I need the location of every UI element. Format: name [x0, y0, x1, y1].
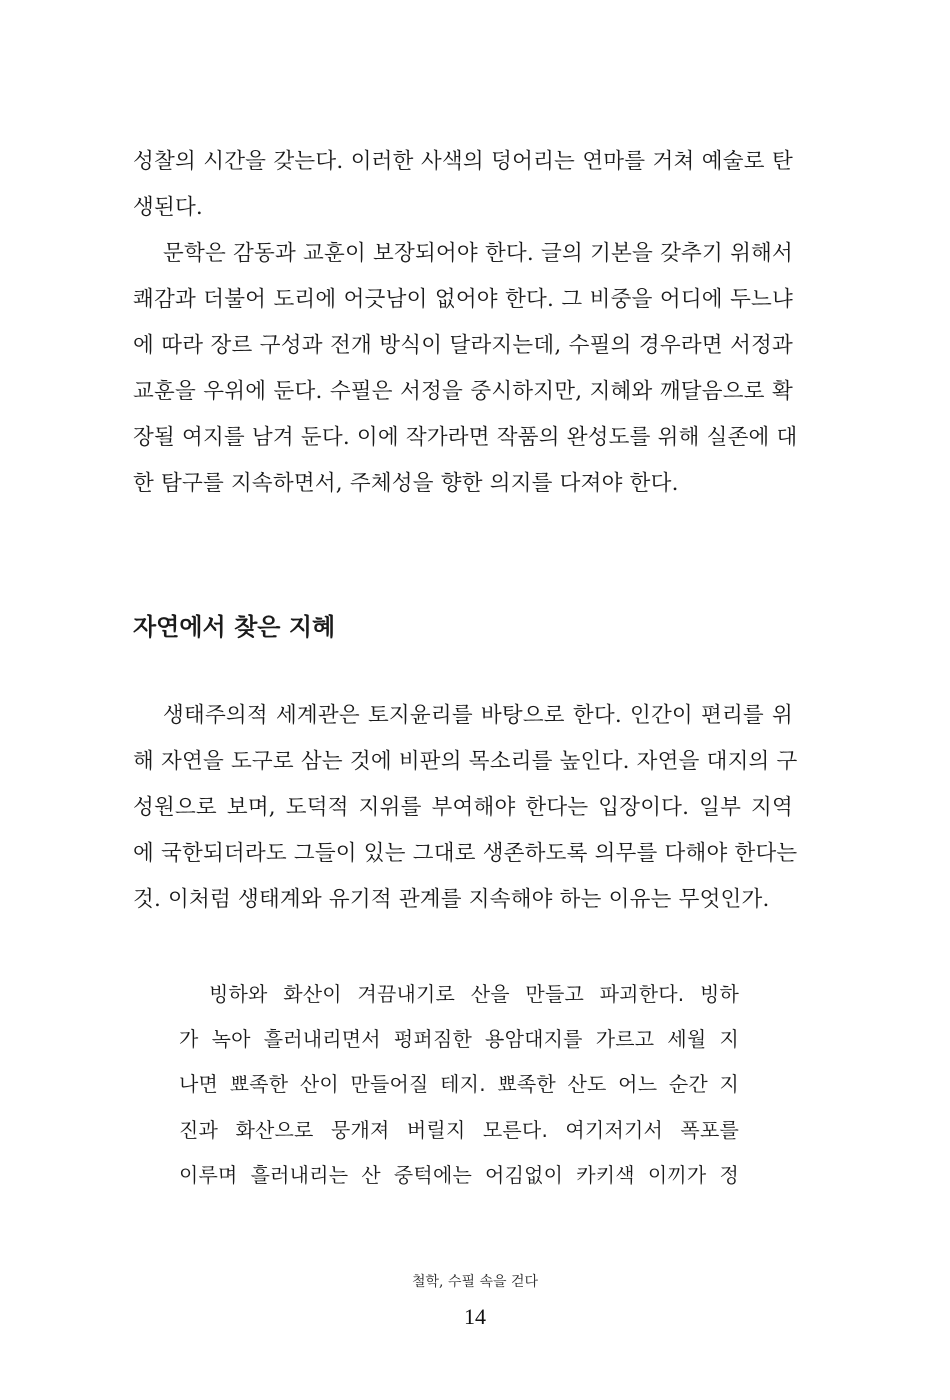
- section-heading: 자연에서 찾은 지혜: [133, 613, 336, 641]
- paragraph-line: 문학은 감동과 교훈이 보장되어야 한다. 글의 기본을 갖추기 위해서: [163, 241, 793, 266]
- paragraph-line: 성찰의 시간을 갖는다. 이러한 사색의 덩어리는 연마를 거쳐 예술로 탄: [133, 149, 793, 174]
- quote-line: 이루며 흘러내리는 산 중턱에는 어김없이 카키색 이끼가 정: [179, 1163, 739, 1187]
- paragraph-line: 생태주의적 세계관은 토지윤리를 바탕으로 한다. 인간이 편리를 위: [163, 703, 793, 728]
- quote-line: 빙하와 화산이 겨끔내기로 산을 만들고 파괴한다. 빙하: [209, 982, 739, 1006]
- quote-line: 가 녹아 흘러내리면서 펑퍼짐한 용암대지를 가르고 세월 지: [179, 1027, 739, 1051]
- quote-line: 나면 뾰족한 산이 만들어질 테지. 뾰족한 산도 어느 순간 지: [179, 1072, 739, 1096]
- paragraph-line: 쾌감과 더불어 도리에 어긋남이 없어야 한다. 그 비중을 어디에 두느냐: [133, 287, 793, 312]
- paragraph-line: 장될 여지를 남겨 둔다. 이에 작가라면 작품의 완성도를 위해 실존에 대: [133, 425, 798, 450]
- paragraph-line: 에 국한되더라도 그들이 있는 그대로 생존하도록 의무를 다해야 한다는: [133, 841, 798, 866]
- paragraph-line: 생된다.: [133, 195, 203, 220]
- paragraph-line: 교훈을 우위에 둔다. 수필은 서정을 중시하지만, 지혜와 깨달음으로 확: [133, 379, 793, 404]
- running-footer-title: 철학, 수필 속을 걷다: [412, 1274, 538, 1290]
- paragraph-line: 한 탐구를 지속하면서, 주체성을 향한 의지를 다져야 한다.: [133, 471, 679, 496]
- paragraph-line: 에 따라 장르 구성과 전개 방식이 달라지는데, 수필의 경우라면 서정과: [133, 333, 793, 358]
- quote-line: 진과 화산으로 뭉개져 버릴지 모른다. 여기저기서 폭포를: [179, 1118, 739, 1142]
- paragraph-line: 해 자연을 도구로 삼는 것에 비판의 목소리를 높인다. 자연을 대지의 구: [133, 749, 798, 774]
- page-number: 14: [464, 1304, 486, 1329]
- paragraph-line: 것. 이처럼 생태계와 유기적 관계를 지속해야 하는 이유는 무엇인가.: [133, 887, 770, 912]
- paragraph-line: 성원으로 보며, 도덕적 지위를 부여해야 한다는 입장이다. 일부 지역: [133, 795, 793, 820]
